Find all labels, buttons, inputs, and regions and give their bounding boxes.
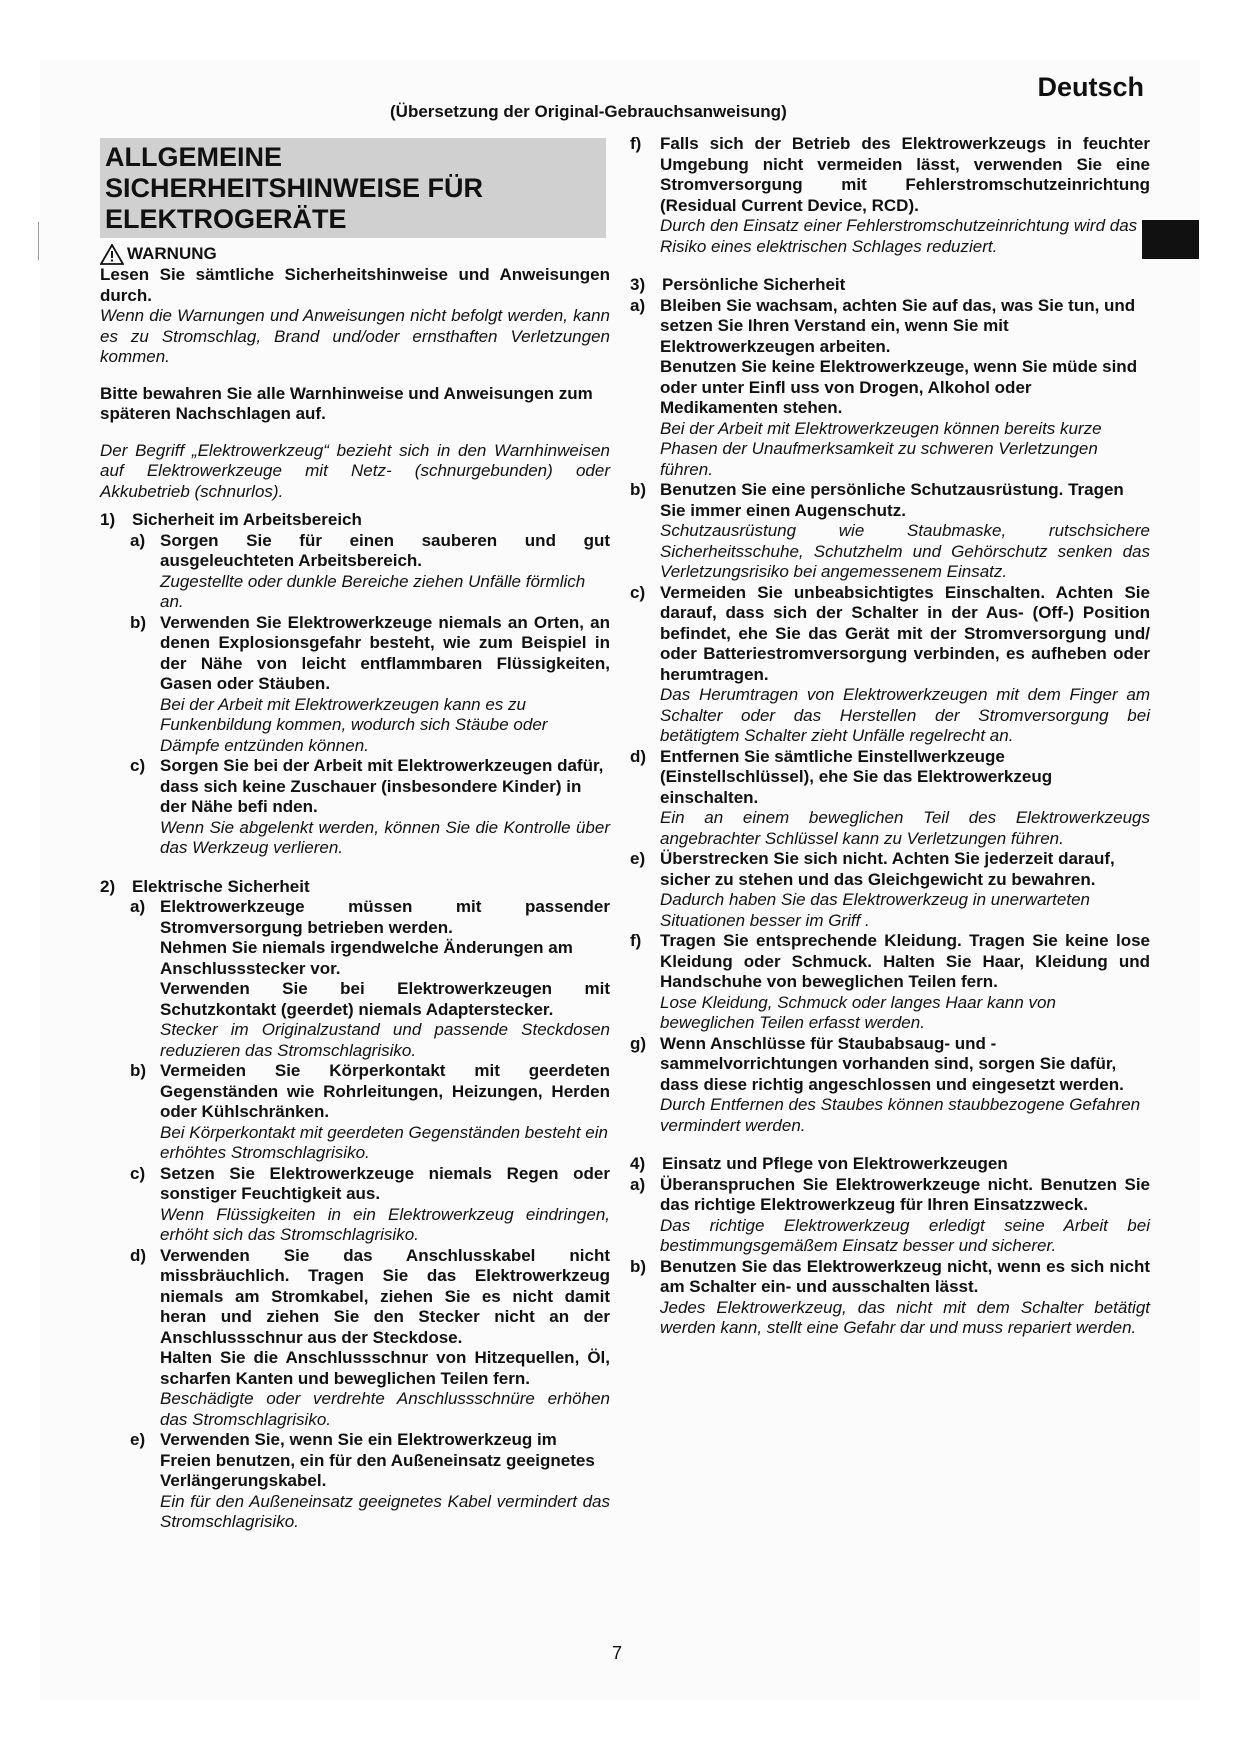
- list-item: a) Elektrowerkzeuge müssen mit passender Stromversorgung betrieben werden. Nehmen Sie niemals irgendwelche Änderungen am Anschlussstecker vor. Verwenden Sie bei Elektrowerkzeugen mit Schutzkontakt (geerdet) niemals Adapterstecker. Stecker im Originalzustand und passende Steckdosen reduzieren das Stromschlagrisiko.: [130, 897, 610, 1060]
- list-item: b) Benutzen Sie das Elektrowerkzeug nicht, wenn es sich nicht am Schalter ein- und ausschalten lässt. Jedes Elektrowerkzeug, das nicht mit dem Schalter betätigt werden kann, stellt eine Gefahr dar und muss repariert werden.: [630, 1256, 1150, 1337]
- list-item: b) Benutzen Sie eine persönliche Schutzausrüstung. Tragen Sie immer einen Augenschutz. Schutzausrüstung wie Staubmaske, rutschsichere Sicherheitsschuhe, Schutzhelm und Gehörschutz senken das Verletzungsrisiko bei angemessenem Einsatz.: [630, 480, 1150, 581]
- list-item: c) Sorgen Sie bei der Arbeit mit Elektrowerkzeugen dafür, dass sich keine Zuschauer (insbesondere Kinder) in der Nähe befi nden. Wenn Sie abgelenkt werden, können Sie die Kontrolle über das Werkzeug verlieren.: [130, 756, 610, 857]
- list-item: a) Überanspruchen Sie Elektrowerkzeuge nicht. Benutzen Sie das richtige Elektrowerkzeug für Ihren Einsatzzweck. Das richtige Elektrowerkzeug erledigt seine Arbeit bei bestimmungsgemäßem Einsatz besser und sicherer.: [630, 1174, 1150, 1255]
- list-item: c) Setzen Sie Elektrowerkzeuge niemals Regen oder sonstiger Feuchtigkeit aus. Wenn Flüssigkeiten in ein Elektrowerkzeug eindringen, erhöht sich das Stromschlagrisiko.: [130, 1163, 610, 1244]
- list-item: e) Überstrecken Sie sich nicht. Achten Sie jederzeit darauf, sicher zu stehen und das Gleichgewicht zu bewahren. Dadurch haben Sie das Elektrowerkzeug in unerwarteten Situationen besser im Griff .: [630, 849, 1115, 930]
- warning-instruction: Lesen Sie sämtliche Sicherheitshinweise und Anweisungen durch.: [100, 265, 610, 305]
- list-item: b) Verwenden Sie Elektrowerkzeuge niemals an Orten, an denen Explosionsgefahr besteht, wie zum Beispiel in der Nähe von leicht entflammbaren Flüssigkeiten, Gasen oder Stäuben. Bei der Arbeit mit Elektrowerkzeugen kann es zu Funkenbildung kommen, wodurch sich Stäube oder Dämpfe entzünden können.: [130, 612, 610, 755]
- warning-header: [100, 244, 610, 265]
- keep-instructions-note: Bitte bewahren Sie alle Warnhinweise und Anweisungen zum späteren Nachschlagen auf.: [100, 383, 593, 423]
- list-item: f) Falls sich der Betrieb des Elektrowerkzeugs in feuchter Umgebung nicht vermeiden lässt, verwenden Sie eine Stromversorgung mit Fehlerstromschutzeinrichtung (Residual Current Device, RCD). Durch den Einsatz einer Fehlerstromschutzeinrichtung wird das Risiko eines elektrischen Schlages reduziert.: [630, 134, 1150, 256]
- warning-consequence: Wenn die Warnungen und Anweisungen nicht befolgt werden, kann es zu Stromschlag, Brand und/oder ernsthaften Verletzungen kommen.: [100, 306, 610, 366]
- section-2-items: [100, 897, 610, 1533]
- section-1-title: 1) Sicherheit im Arbeitsbereich: [100, 510, 362, 529]
- list-item: a) Bleiben Sie wachsam, achten Sie auf das, was Sie tun, und setzen Sie Ihren Verstand ein, wenn Sie mit Elektrowerkzeugen arbeiten. Benutzen Sie keine Elektrowerkzeuge, wenn Sie müde sind oder unter Einfl uss von Drogen, Alkohol oder Medikamenten stehen. Bei der Arbeit mit Elektrowerkzeugen können bereits kurze Phasen der Unaufmerksamkeit zu schweren Verletzungen führen.: [630, 295, 1138, 479]
- list-item: a) Sorgen Sie für einen sauberen und gut ausgeleuchteten Arbeitsbereich. Zugestellte oder dunkle Bereiche ziehen Unfälle förmlich an.: [130, 530, 610, 611]
- section-heading: [100, 138, 606, 238]
- document-subtitle: (Übersetzung der Original-Gebrauchsanweisung): [390, 102, 787, 121]
- section-3-title: 3) Persönliche Sicherheit: [630, 275, 846, 294]
- heading-line: ALLGEMEINE: [105, 142, 283, 172]
- section-tab-marker: [1142, 220, 1199, 259]
- right-column: [630, 134, 1150, 1339]
- section-2-title: 2) Elektrische Sicherheit: [100, 876, 310, 896]
- language-label: Deutsch: [1037, 72, 1144, 102]
- list-item: c) Vermeiden Sie unbeabsichtigtes Einschalten. Achten Sie darauf, dass sich der Schalter in der Aus- (Off-) Position befindet, ehe Sie das Gerät mit der Stromversorgung und/ oder Batteriestromversorgung verbinden, es aufheben oder herumtragen. Das Herumtragen von Elektrowerkzeugen mit dem Finger am Schalter oder das Herstellen der Stromversorgung bei betätigtem Schalter zieht Unfälle regelrecht an.: [630, 582, 1150, 745]
- list-item: b) Vermeiden Sie Körperkontakt mit geerdeten Gegenständen wie Rohrleitungen, Heizungen, Herden oder Kühlschränken. Bei Körperkontakt mit geerdeten Gegenständen besteht ein erhöhtes Stromschlagrisiko.: [130, 1061, 610, 1162]
- heading-line: ELEKTROGERÄTE: [105, 204, 347, 234]
- list-item: d) Entfernen Sie sämtliche Einstellwerkzeuge (Einstellschlüssel), ehe Sie das Elektrowerkzeug einschalten. Ein an einem beweglichen Teil des Elektrowerkzeugs angebrachter Schlüssel kann zu Verletzungen führen.: [630, 746, 1150, 848]
- section-3-items: [630, 296, 1150, 1137]
- page-number: 7: [612, 1643, 623, 1663]
- section-4-title: 4) Einsatz und Pflege von Elektrowerkzeugen: [630, 1154, 1008, 1173]
- warning-triangle-icon: [100, 244, 124, 265]
- term-definition: Der Begriff „Elektrowerkzeug“ bezieht sich in den Warnhinweisen auf Elektrowerkzeuge mit Netz- (schnurgebunden) oder Akkubetrieb (schnurlos).: [100, 440, 610, 501]
- section-4-items: [630, 1175, 1150, 1339]
- section-1-items: [100, 531, 610, 859]
- list-item: e) Verwenden Sie, wenn Sie ein Elektrowerkzeug im Freien benutzen, ein für den Außeneinsatz geeignetes Verlängerungskabel. Ein für den Außeneinsatz geeignetes Kabel vermindert das Stromschlagrisiko.: [130, 1430, 610, 1531]
- warning-label: WARNUNG: [127, 244, 217, 264]
- left-column: [100, 138, 610, 1533]
- list-item: f) Tragen Sie entsprechende Kleidung. Tragen Sie keine lose Kleidung oder Schmuck. Halten Sie Haar, Kleidung und Handschuhe von beweglichen Teilen fern. Lose Kleidung, Schmuck oder langes Haar kann von beweglichen Teilen erfasst werden.: [630, 931, 1150, 1032]
- margin-mark: [38, 222, 39, 260]
- list-item: g) Wenn Anschlüsse für Staubabsaug- und -sammelvorrichtungen vorhanden sind, sorgen Sie dafür, dass diese richtig angeschlossen und eingesetzt werden. Durch Entfernen des Staubes können staubbezogene Gefahren vermindert werden.: [630, 1033, 1141, 1135]
- list-item: d) Verwenden Sie das Anschlusskabel nicht missbräuchlich. Tragen Sie das Elektrowerkzeug niemals am Stromkabel, ziehen Sie es nicht damit heran und ziehen Sie den Stecker nicht an der Anschlussschnur aus der Steckdose. Halten Sie die Anschlussschnur von Hitzequellen, Öl, scharfen Kanten und beweglichen Teilen fern. Beschädigte oder verdrehte Anschlussschnüre erhöhen das Stromschlagrisiko.: [130, 1245, 610, 1429]
- heading-line: SICHERHEITSHINWEISE FÜR: [105, 173, 484, 203]
